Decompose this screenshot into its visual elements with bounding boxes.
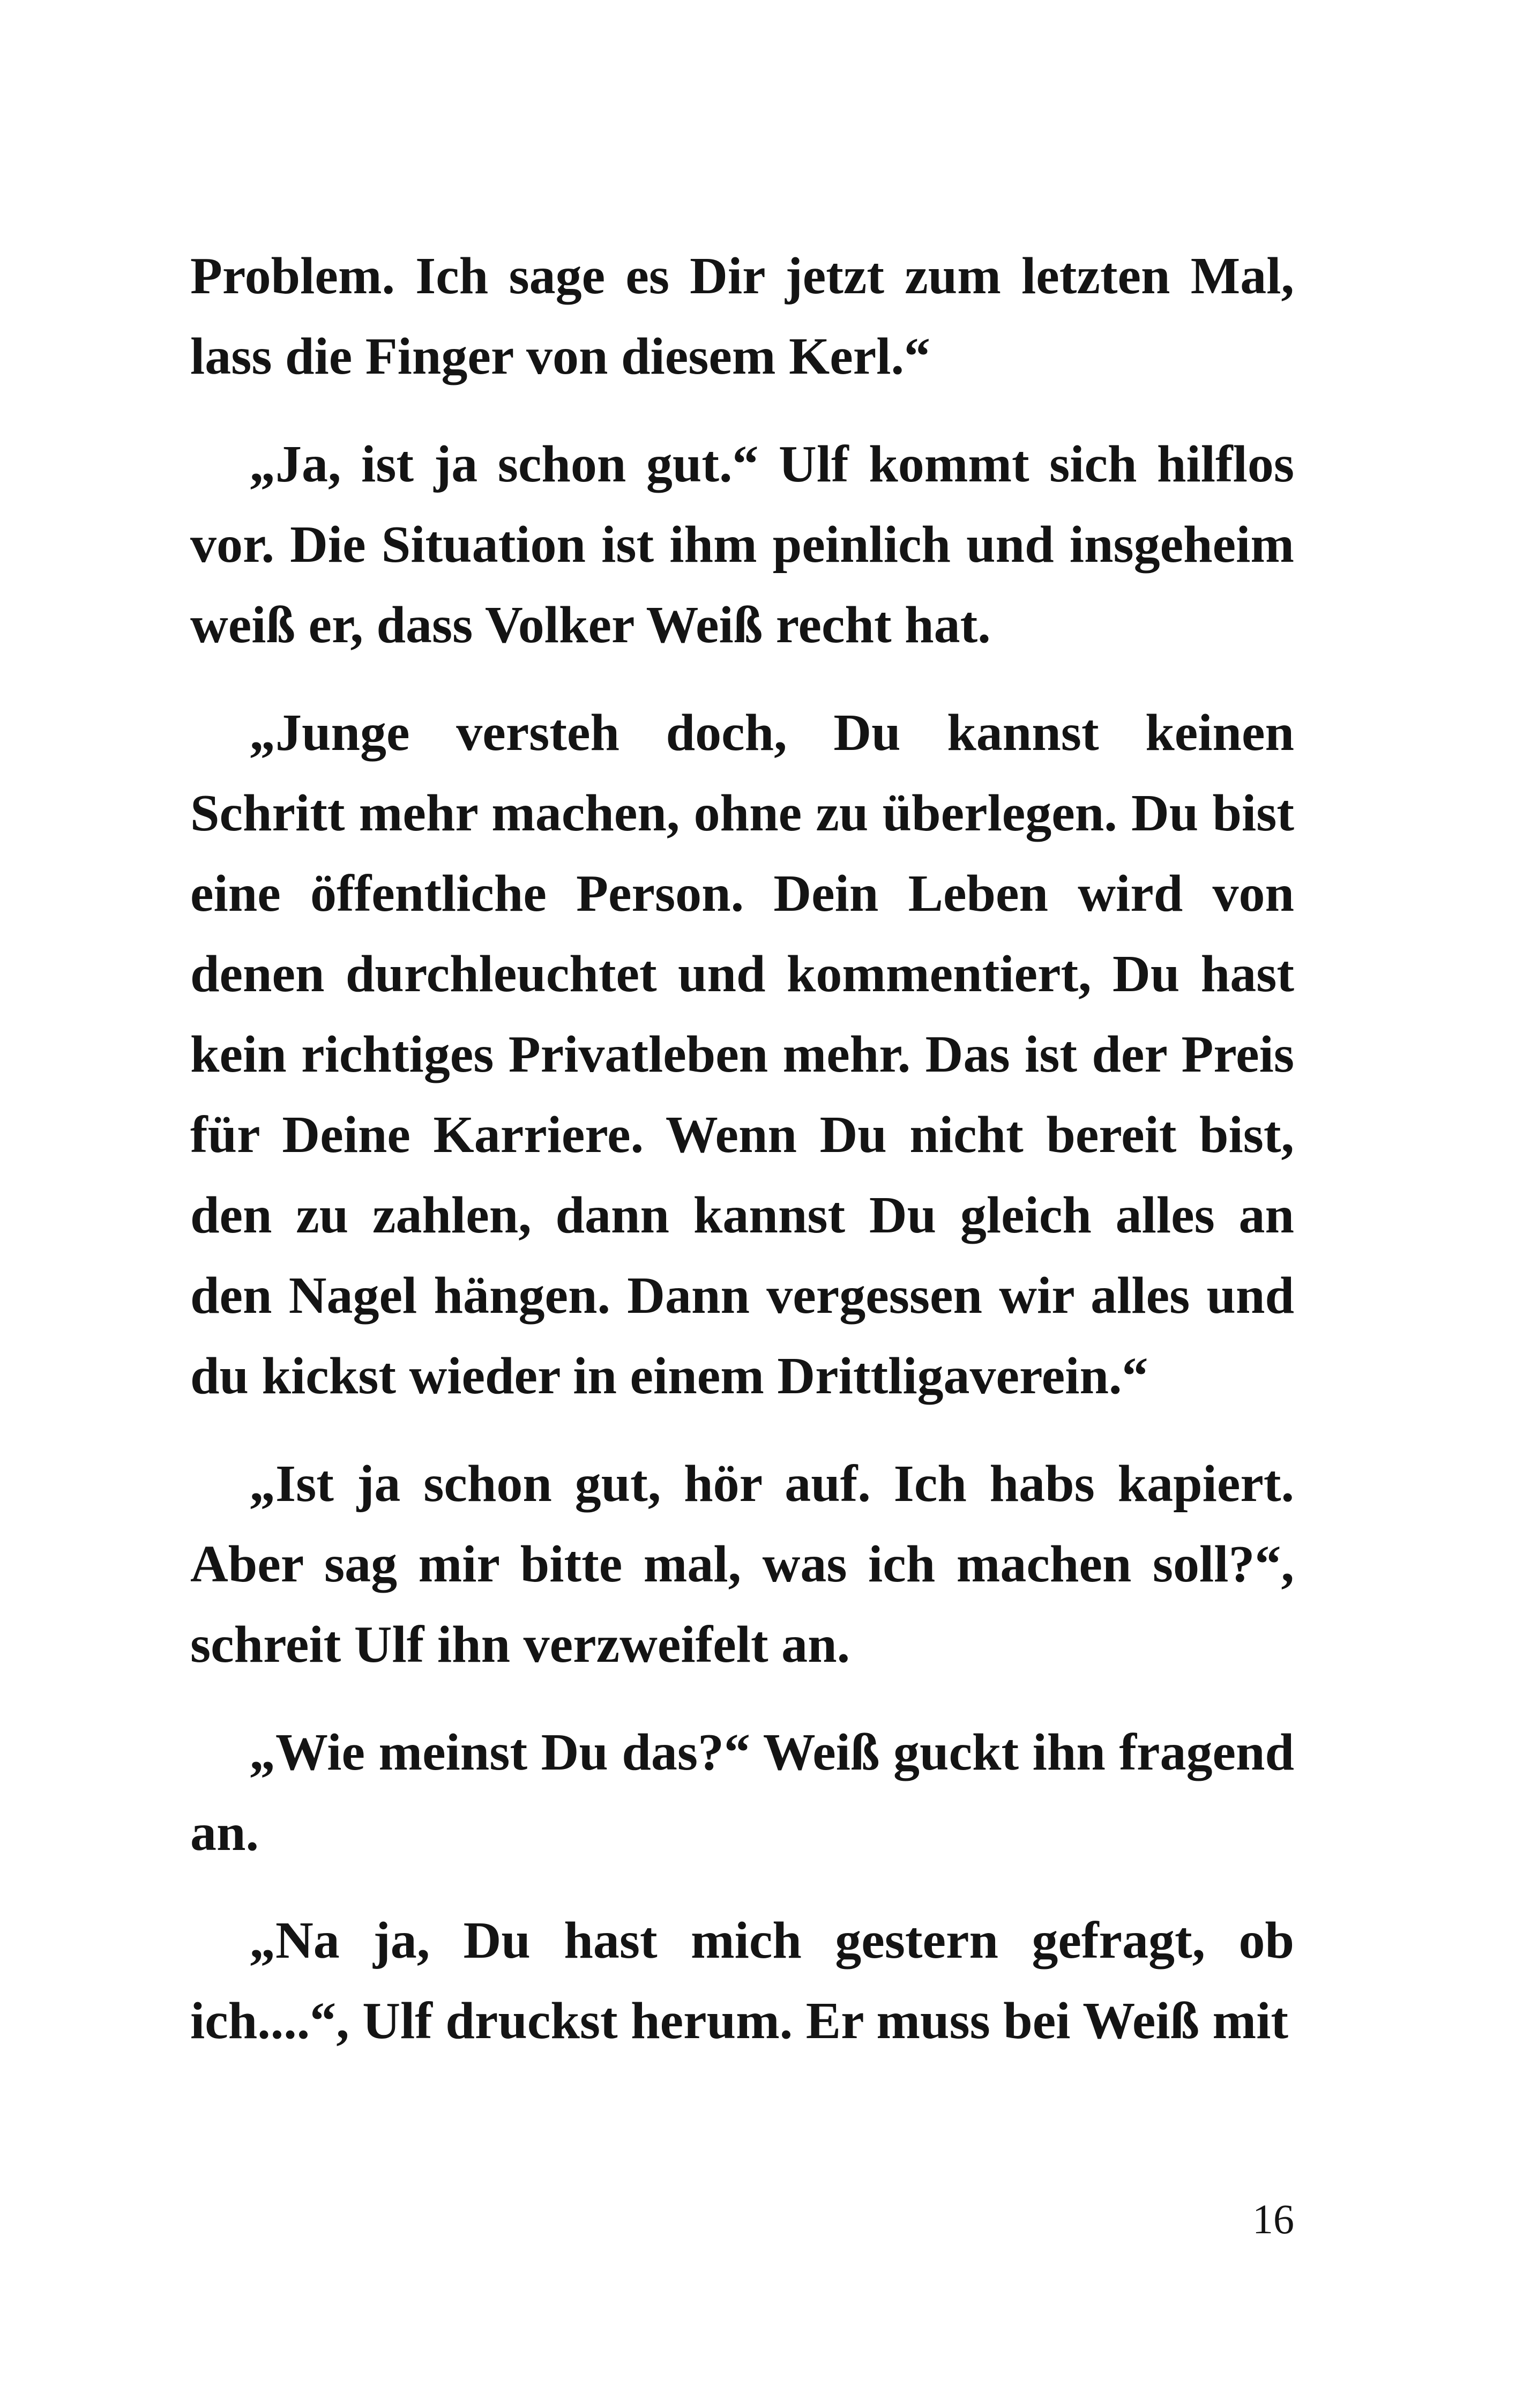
body-text <box>190 236 1294 2089</box>
paragraph: „Wie meinst Du das?“ Weiß guckt ihn fragend an. <box>190 1723 1294 1862</box>
page-number: 16 <box>1252 2196 1294 2242</box>
paragraph: „Ist ja schon gut, hör auf. Ich habs kapiert. Aber sag mir bitte mal, was ich machen soll?“, schreit Ulf ihn verzweifelt an. <box>190 1455 1294 1674</box>
paragraph: „Ja, ist ja schon gut.“ Ulf kommt sich hilflos vor. Die Situation ist ihm peinlich und insgeheim weiß er, dass Volker Weiß recht hat. <box>190 435 1294 654</box>
paragraph-continued: Problem. Ich sage es Dir jetzt zum letzten Mal, lass die Finger von diesem Kerl.“ <box>190 247 1294 385</box>
paragraph: „Na ja, Du hast mich gestern gefragt, ob ich....“, Ulf druckst herum. Er muss bei Weiß mit <box>190 1912 1294 2050</box>
paragraph: „Junge versteh doch, Du kannst keinen Schritt mehr machen, ohne zu überlegen. Du bist eine öffentliche Person. Dein Leben wird von denen durchleuchtet und kommentiert, Du hast kein richtiges Privatleben mehr. Das ist der Preis für Deine Karriere. Wenn Du nicht bereit bist, den zu zahlen, dann kannst Du gleich alles an den Nagel hängen. Dann vergessen wir alles und du kickst wieder in einem Drittligaverein.“ <box>190 704 1294 1405</box>
